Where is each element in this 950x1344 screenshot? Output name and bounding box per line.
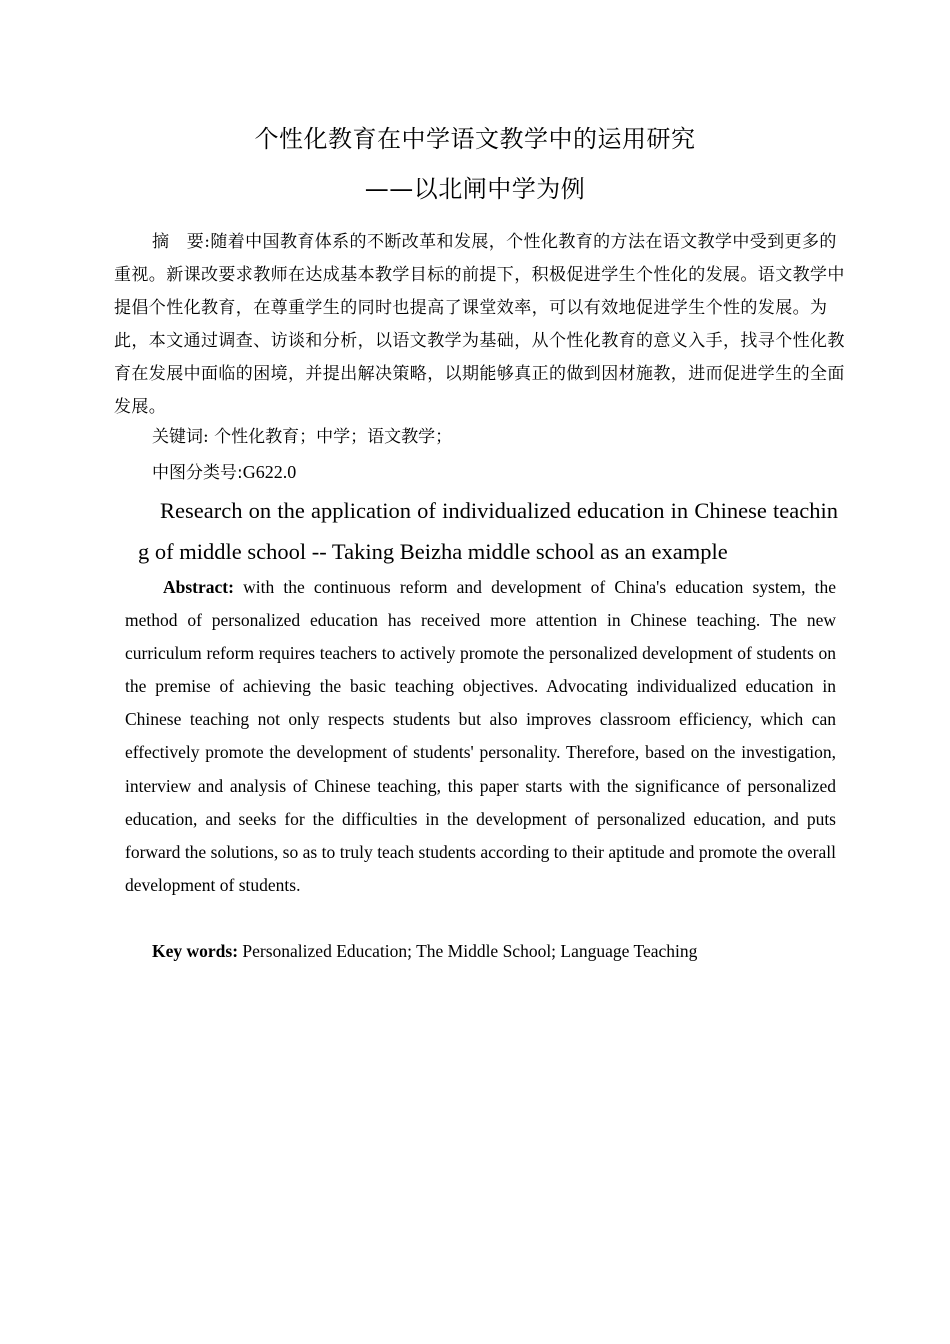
page-subtitle: ——以北闸中学为例: [364, 175, 586, 203]
english-abstract: [125, 571, 836, 902]
english-abstract-label: Abstract:: [163, 577, 234, 597]
chinese-abstract-separator: :: [204, 232, 211, 252]
classification-value: G622.0: [242, 462, 297, 482]
page-title: 个性化教育在中学语文教学中的运用研究: [254, 125, 696, 153]
chinese-keywords-text: 个性化教育；中学；语文教学；: [208, 427, 453, 447]
english-keywords: [152, 935, 697, 968]
english-keywords-label: Key words:: [152, 941, 239, 961]
classification-label: 中图分类号:: [152, 463, 243, 483]
classification-number: [152, 456, 296, 490]
chinese-keywords: [152, 421, 452, 454]
chinese-keywords-label: 关键词: [152, 427, 203, 447]
chinese-keywords-separator: :: [203, 427, 209, 447]
english-title: Research on the application of individualized education in Chinese teaching of middle school -- Taking Beizha middle school as an example: [138, 498, 838, 564]
chinese-abstract: [114, 226, 854, 424]
chinese-abstract-label: 摘 要: [152, 232, 205, 252]
english-keywords-text: Personalized Education; The Middle School; Language Teaching: [238, 941, 698, 961]
chinese-abstract-text: 随着中国教育体系的不断改革和发展，个性化教育的方法在语文教学中受到更多的重视。新课改要求教师在达成基本教学目标的前提下，积极促进学生个性化的发展。语文教学中提倡个性化教育，在尊重学生的同时也提高了课堂效率，可以有效地促进学生个性的发展。为此，本文通过调查、访谈和分析，以语文教学为基础，从个性化教育的意义入手，找寻个性化教育在发展中面临的困境，并提出解决策略，以期能够真正的做到因材施教，进而促进学生的全面发展。: [114, 232, 845, 417]
english-abstract-text: with the continuous reform and development of China's education system, the method of personalized education has received more attention in Chinese teaching. The new curriculum reform requires teachers to actively promote the personalized development of students on the premise of achieving the basic teaching objectives. Advocating individualized education in Chinese teaching not only respects students but also improves classroom efficiency, which can effectively promote the development of students' personality. Therefore, based on the investigation, interview and analysis of Chinese teaching, this paper starts with the significance of personalized education, and seeks for the difficulties in the development of personalized education, and puts forward the solutions, so as to truly teach students according to their aptitude and promote the overall development of students.: [125, 577, 836, 895]
